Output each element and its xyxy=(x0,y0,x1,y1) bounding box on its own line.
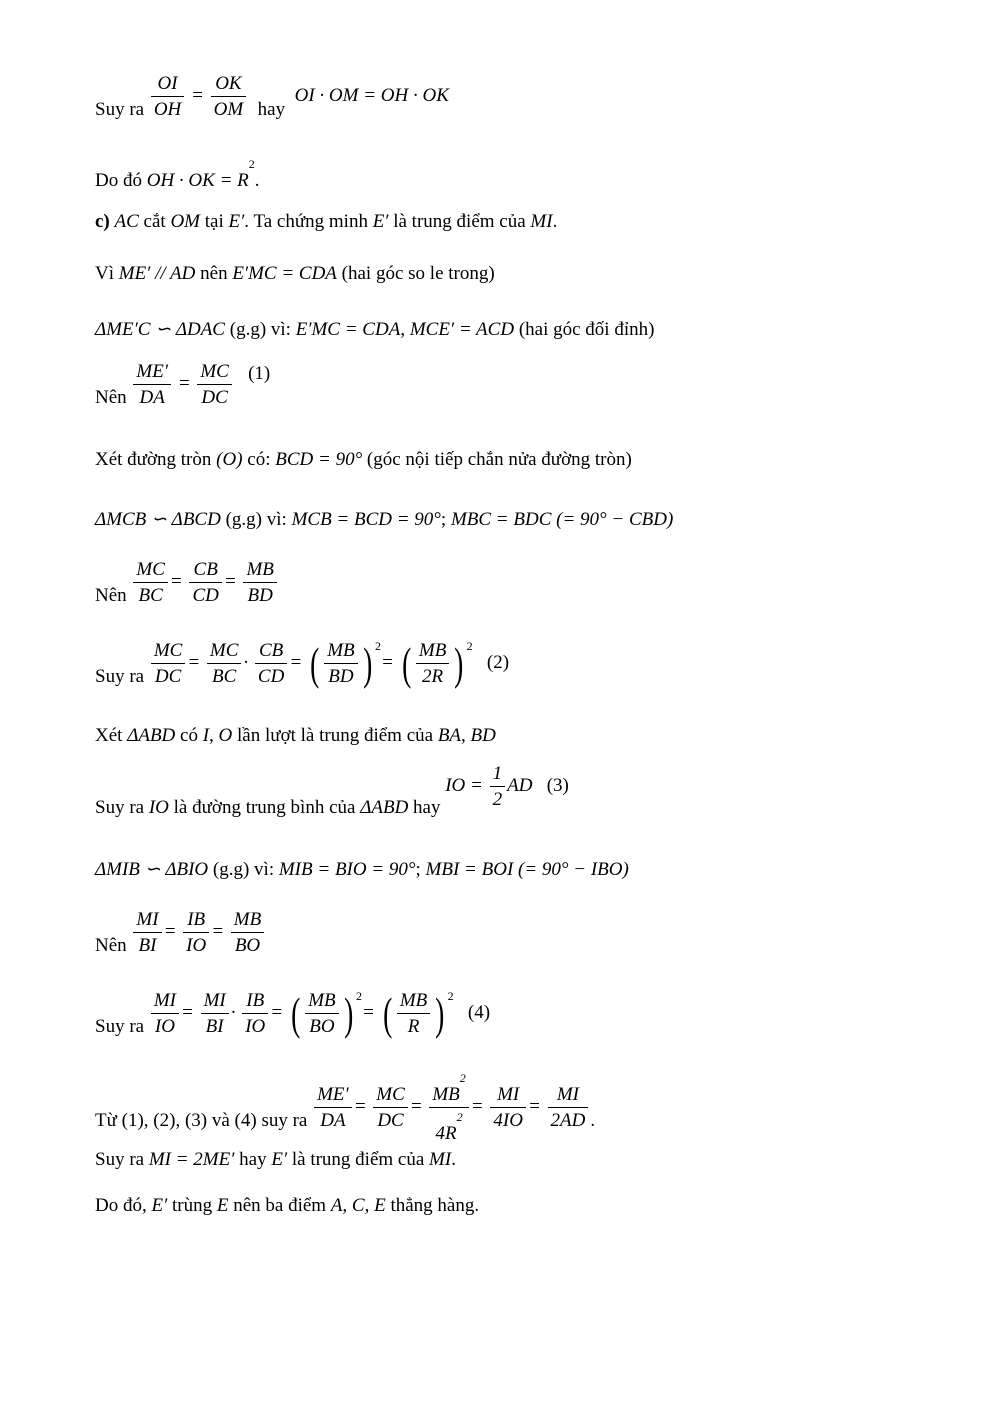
line-4: Vì ME′ // AD nên E′MC = CDA (hai góc so le trong) xyxy=(95,263,495,284)
line-18: Do đó, E′ trùng E nên ba điểm A, C, E thẳng hàng. xyxy=(95,1195,480,1216)
line-11: Xét ΔABD có I, O lần lượt là trung điểm của BA, BD xyxy=(95,725,496,746)
line-7: Xét đường tròn (O) có: BCD = 90° (góc nội tiếp chắn nửa đường tròn) xyxy=(95,449,632,470)
line-15: Suy ra $\frac{MI}{IO}$ = $\frac{MI}{BI}$ · $\frac{IB}{IO}$ = ( $\frac{MB}{BO}$ ) $^2$= ( $\frac{MB}{R}$ ) $^2$ (4) xyxy=(95,987,491,1039)
fraction-ok-om: $\frac{OK}{OM}$ xyxy=(211,74,247,119)
line-16: Từ (1), (2), (3) và (4) suy ra $\frac{ME'}{DA}$ = $\frac{MC}{DC}$ = $\frac{MB^2}{4R^2}$ = $\frac{MI}{4IO}$ = $\frac{MI}{2AD}$ . xyxy=(95,1071,596,1144)
line-3: c) AC cắt OM tại E′. Ta chứng minh E′ là trung điểm của MI. xyxy=(95,211,558,232)
text-suy-ra: Suy ra xyxy=(95,98,145,120)
line-17: Suy ra MI = 2ME′ hay E′ là trung điểm của MI. xyxy=(95,1149,456,1170)
line-12: Suy ra IO là đường trung bình của ΔABD hay IO = $\frac{1}{2}$ AD (3) xyxy=(95,763,569,818)
line-13: ΔMIB ∽ ΔBIO (g.g) vì: MIB = BIO = 90°; MBI = BOI (= 90° − IBO) xyxy=(95,859,629,880)
line-6: Nên $\frac{ME'}{DA}$ = $\frac{MC}{DC}$ (1) xyxy=(95,361,271,408)
line-14: Nên $\frac{MI}{BI}$ = $\frac{IB}{IO}$ = $\frac{MB}{BO}$ xyxy=(95,910,266,955)
line-8: ΔMCB ∽ ΔBCD (g.g) vì: MCB = BCD = 90°; MBC = BDC (= 90° − CBD) xyxy=(95,509,674,530)
fraction-oi-oh: $\frac{OI}{OH}$ xyxy=(151,74,184,119)
line-10: Suy ra $\frac{MC}{DC}$ = $\frac{MC}{BC}$ · $\frac{CB}{CD}$ = ( $\frac{MB}{BD}$ ) $^2$= ( $\frac{MB}{2R}$ ) $^2$ (2) xyxy=(95,637,510,689)
line-1: Suy ra $\frac{OI}{OH}$ = $\frac{OK}{OM}$ hay OI · OM = OH · OK xyxy=(95,73,449,120)
line-5: ΔME′C ∽ ΔDAC (g.g) vì: E′MC = CDA, MCE′ = ACD (hai góc đối đỉnh) xyxy=(95,319,655,340)
line-9: Nên $\frac{MC}{BC}$ = $\frac{CB}{CD}$ = $\frac{MB}{BD}$ xyxy=(95,560,279,605)
line-2: Do đó OH · OK = $R^2$. xyxy=(95,157,260,191)
